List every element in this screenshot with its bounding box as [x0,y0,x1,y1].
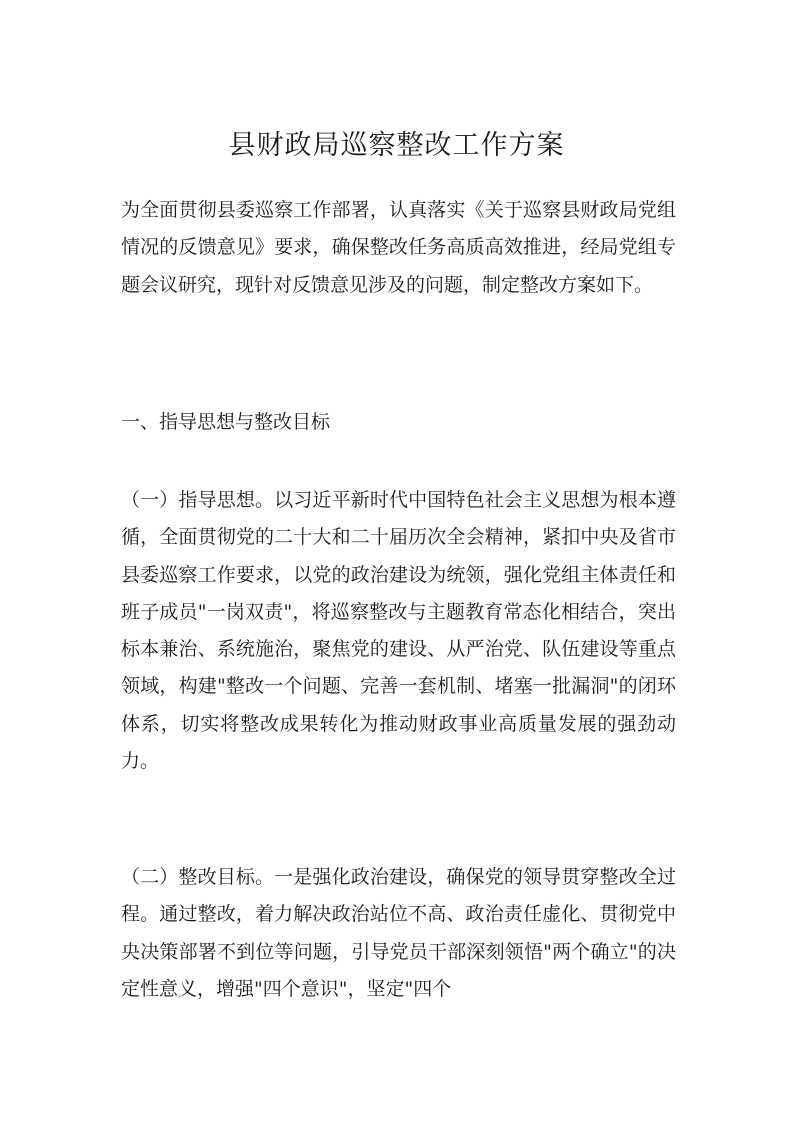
rectification-goals-paragraph: （二）整改目标。一是强化政治建设，确保党的领导贯穿整改全过程。通过整改，着力解决政治站位不高、政治责任虚化、贯彻党中央决策部署不到位等问题，引导党员干部深刻领悟"两个确立"的决定性意义，增强"四个意识"，坚定"四个 [121,866,676,1000]
guiding-thought-paragraph: （一）指导思想。以习近平新时代中国特色社会主义思想为根本遵循，全面贯彻党的二十大和二十届历次全会精神，紧扣中央及省市县委巡察工作要求，以党的政治建设为统领，强化党组主体责任和班子成员"一岗双责"，将巡察整改与主题教育常态化相结合，突出标本兼治、系统施治，聚焦党的建设、从严治党、队伍建设等重点领域，构建"整改一个问题、完善一套机制、堵塞一批漏洞"的闭环体系，切实将整改成果转化为推动财政事业高质量发展的强劲动力。 [121,489,676,773]
document-title: 县财政局巡察整改工作方案 [228,130,565,161]
section-heading: 一、指导思想与整改目标 [121,411,331,433]
intro-paragraph: 为全面贯彻县委巡察工作部署，认真落实《关于巡察县财政局党组情况的反馈意见》要求，确保整改任务高质高效推进，经局党组专题会议研究，现针对反馈意见涉及的问题，制定整改方案如下。 [121,199,676,296]
